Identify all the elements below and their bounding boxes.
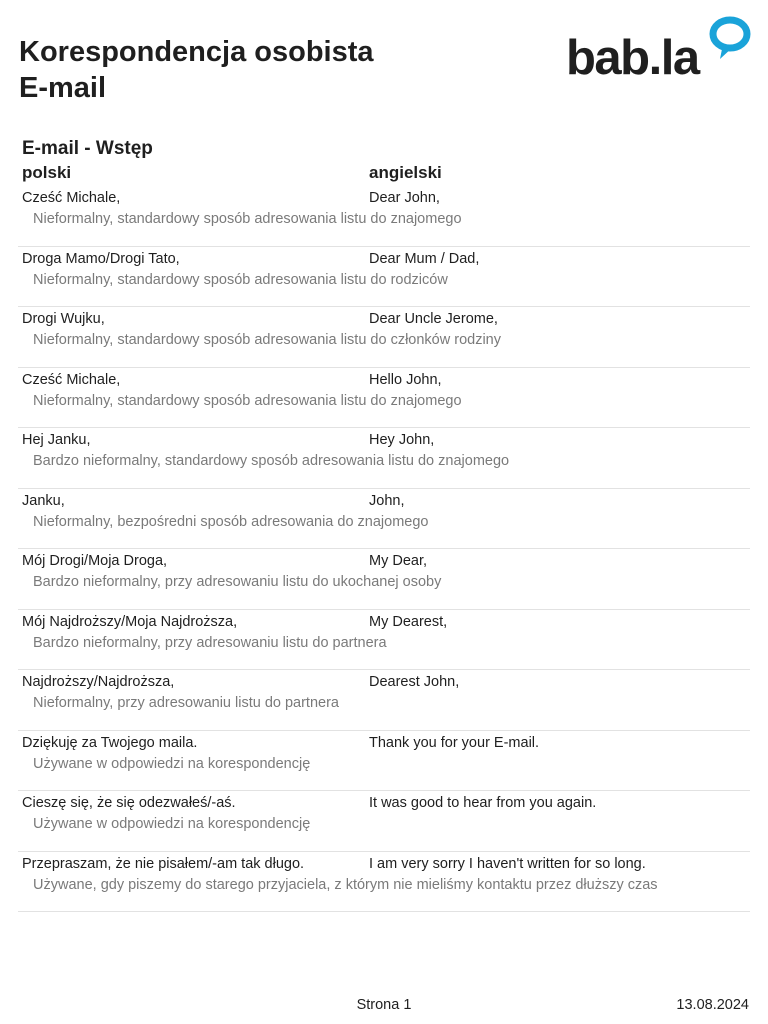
babla-logo	[566, 16, 752, 85]
english-phrase: Thank you for your E-mail.	[369, 734, 540, 751]
polish-phrase: Hej Janku,	[22, 432, 91, 448]
english-phrase: Dear Uncle Jerome,	[369, 311, 498, 327]
phrase-row	[18, 731, 750, 792]
usage-note: Nieformalny, standardowy sposób adresowania listu do znajomego	[33, 211, 462, 227]
usage-note: Nieformalny, przy adresowaniu listu do partnera	[33, 695, 339, 711]
phrase-row	[18, 247, 750, 308]
usage-note: Nieformalny, standardowy sposób adresowania listu do rodziców	[33, 271, 448, 288]
english-phrase: John,	[369, 492, 405, 509]
phrase-row	[18, 186, 750, 247]
phrase-row	[18, 791, 750, 852]
english-phrase: Dearest John,	[369, 674, 460, 690]
usage-note: Używane w odpowiedzi na korespondencję	[33, 816, 311, 832]
speech-bubble-icon	[709, 16, 751, 62]
usage-note: Używane w odpowiedzi na korespondencję	[33, 755, 311, 772]
polish-phrase: Cieszę się, że się odezwałeś/-aś.	[22, 795, 236, 811]
phrase-row	[18, 610, 750, 671]
phrase-row	[18, 428, 750, 489]
column-header-english: angielski	[369, 163, 442, 182]
english-phrase: Hey John,	[369, 432, 435, 448]
phrase-list	[18, 186, 750, 912]
footer-date: 13.08.2024	[676, 997, 749, 1013]
english-phrase: It was good to hear from you again.	[369, 795, 597, 811]
page-title	[19, 34, 374, 106]
column-header-polish: polski	[22, 163, 72, 182]
english-phrase: I am very sorry I haven't written for so long.	[369, 855, 646, 872]
polish-phrase: Najdroższy/Najdroższa,	[22, 674, 175, 690]
page-title-line2: E-mail	[19, 72, 107, 104]
english-phrase: My Dearest,	[369, 613, 448, 630]
page-number: Strona 1	[356, 997, 412, 1013]
polish-phrase: Przepraszam, że nie pisałem/-am tak długo.	[22, 855, 305, 872]
polish-phrase: Cześć Michale,	[22, 371, 121, 388]
polish-phrase: Mój Najdroższy/Moja Najdroższa,	[22, 613, 238, 630]
phrase-row	[18, 368, 750, 429]
phrase-row	[18, 852, 750, 913]
usage-note: Nieformalny, standardowy sposób adresowania listu do członków rodziny	[33, 332, 501, 348]
english-phrase: My Dear,	[369, 553, 428, 569]
usage-note: Bardzo nieformalny, przy adresowaniu listu do partnera	[33, 634, 387, 651]
polish-phrase: Mój Drogi/Moja Droga,	[22, 553, 168, 569]
polish-phrase: Drogi Wujku,	[22, 311, 105, 327]
usage-note: Bardzo nieformalny, standardowy sposób adresowania listu do znajomego	[33, 453, 510, 469]
phrase-row	[18, 489, 750, 550]
polish-phrase: Droga Mamo/Drogi Tato,	[22, 250, 180, 267]
english-phrase: Dear Mum / Dad,	[369, 250, 480, 267]
usage-note: Nieformalny, bezpośredni sposób adresowania do znajomego	[33, 513, 429, 530]
page-title-line1: Korespondencja osobista	[19, 36, 374, 68]
usage-note: Nieformalny, standardowy sposób adresowania listu do znajomego	[33, 392, 462, 409]
phrase-row	[18, 307, 750, 368]
polish-phrase: Dziękuję za Twojego maila.	[22, 734, 198, 751]
section-title: E-mail - Wstęp	[22, 138, 153, 159]
phrase-row	[18, 549, 750, 610]
usage-note: Używane, gdy piszemy do starego przyjaciela, z którym nie mieliśmy kontaktu przez dłuższy czas	[33, 876, 658, 893]
english-phrase: Dear John,	[369, 190, 440, 206]
usage-note: Bardzo nieformalny, przy adresowaniu listu do ukochanej osoby	[33, 574, 442, 590]
polish-phrase: Janku,	[22, 492, 65, 509]
polish-phrase: Cześć Michale,	[22, 190, 121, 206]
english-phrase: Hello John,	[369, 371, 442, 388]
phrase-row	[18, 670, 750, 731]
logo-text: bab.la	[566, 31, 699, 85]
